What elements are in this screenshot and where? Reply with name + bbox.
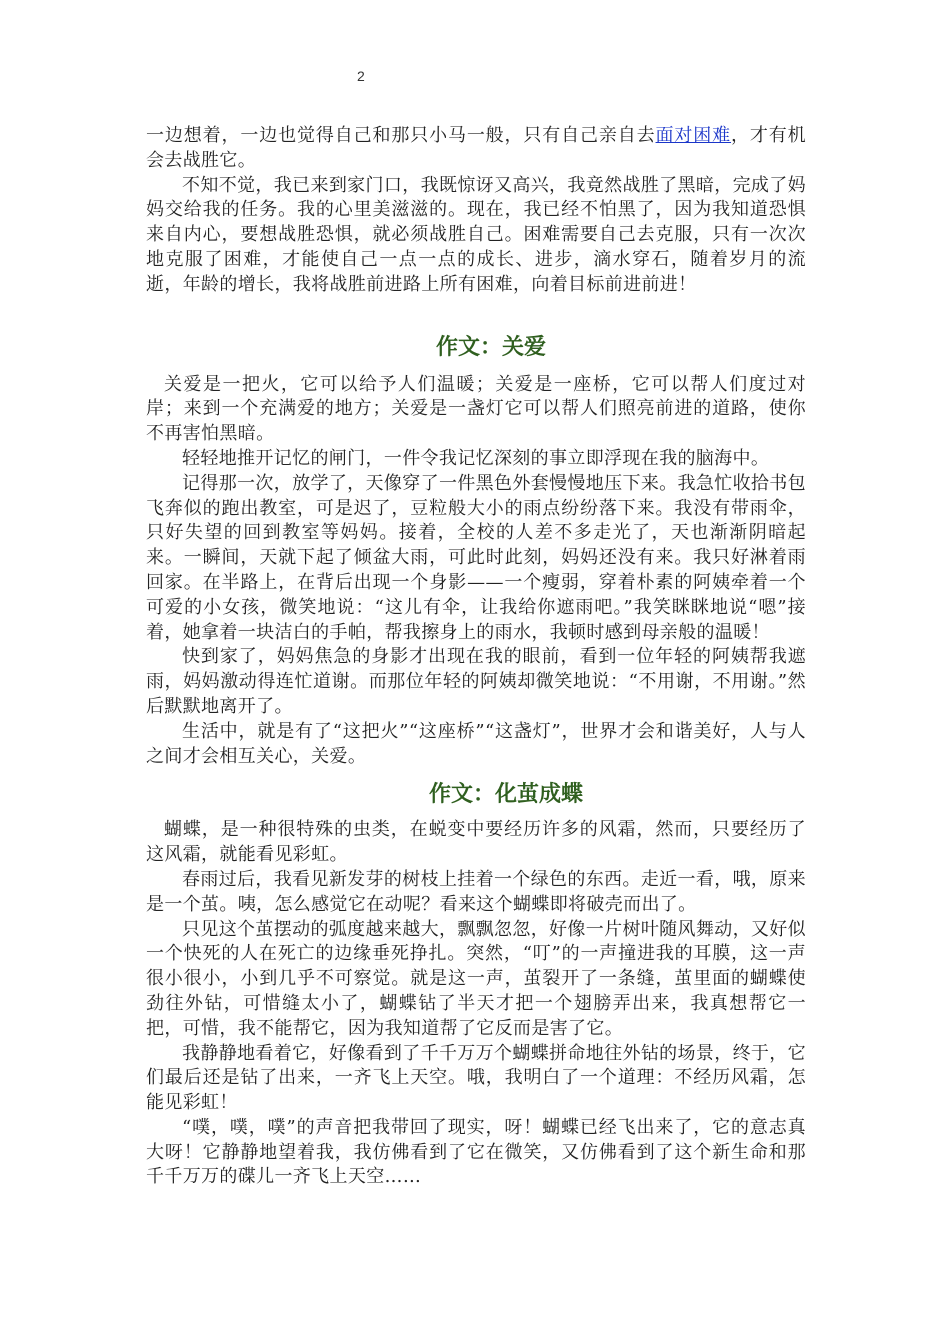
- paragraph-text: ，才有机会去战胜它。: [146, 125, 806, 171]
- paragraph: 记得那一次，放学了，天像穿了一件黑色外套慢慢地压下来。我急忙收拾书包飞奔似的跑出教室，可是迟了，豆粒般大小的雨点纷纷落下来。我没有带雨伞，只好失望的回到教室等妈妈。接着，全校的人差不多走光了，天也渐渐阴暗起来。一瞬间，天就下起了倾盆大雨，可此时此刻，妈妈还没有来。我只好淋着雨回家。在半路上，在背后出现一个身影——一个瘦弱，穿着朴素的阿姨牵着一个可爱的小女孩，微笑地说：“这儿有伞，让我给你遮雨吧。”我笑眯眯地说“嗯”接着，她拿着一块洁白的手帕，帮我擦身上的雨水，我顿时感到母亲般的温暖！: [146, 472, 806, 643]
- paragraph: 不知不觉，我已来到家门口，我既惊讶又高兴，我竟然战胜了黑暗，完成了妈妈交给我的任务。我的心里美滋滋的。现在，我已经不怕黑了，因为我知道恐惧来自内心，要想战胜恐惧，就必须战胜自己。困难需要自己去克服，只有一次次地克服了困难，才能使自己一点一点的成长、进步，滴水穿石，随着岁月的流逝，年龄的增长，我将战胜前进路上所有困难，向着目标前进前进！: [146, 174, 806, 295]
- paragraph: 轻轻地推开记忆的闸门，一件令我记忆深刻的事立即浮现在我的脑海中。: [182, 447, 770, 469]
- paragraph: 春雨过后，我看见新发芽的树枝上挂着一个绿色的东西。走近一看，哦，原来是一个茧。咦，怎么感觉它在动呢？看来这个蝴蝶即将破壳而出了。: [146, 868, 806, 915]
- paragraph-text: 一边想着，一边也觉得自己和那只小马一般，只有自己亲自去: [146, 125, 656, 146]
- essay-title-butterfly: 作文：化茧成蝶: [428, 782, 583, 808]
- page-number: 2: [357, 68, 365, 84]
- paragraph: 只见这个茧摆动的弧度越来越大，飘飘忽忽，好像一片树叶随风舞动，又好似一个快死的人在死亡的边缘垂死挣扎。突然，“叮”的一声撞进我的耳膜，这一声很小很小，小到几乎不可察觉。就是这一声，茧裂开了一条缝，茧里面的蝴蝶使劲往外钻，可惜缝太小了，蝴蝶钻了半天才把一个翅膀弄出来，我真想帮它一把，可惜，我不能帮它，因为我知道帮了它反而是害了它。: [146, 918, 806, 1039]
- paragraph: 蝴蝶，是一种很特殊的虫类，在蜕变中要经历许多的风霜，然而，只要经历了这风霜，就能看见彩虹。: [146, 819, 806, 866]
- paragraph: 快到家了，妈妈焦急的身影才出现在我的眼前，看到一位年轻的阿姨帮我遮雨，妈妈激动得连忙道谢。而那位年轻的阿姨却微笑地说：“不用谢，不用谢。”然后默默地离开了。: [146, 646, 806, 717]
- paragraph: “噗，噗，噗”的声音把我带回了现实，呀！蝴蝶已经飞出来了，它的意志真大呀！它静静地望着我，我仿佛看到了它在微笑，又仿佛看到了这个新生命和那千千万万的碟儿一齐飞上天空……: [146, 1116, 806, 1188]
- paragraph: [146, 124, 806, 174]
- document-body: [146, 124, 806, 1190]
- paragraph: 关爱是一把火，它可以给予人们温暖；关爱是一座桥，它可以帮人们度过对岸；来到一个充满爱的地方；关爱是一盏灯它可以帮人们照亮前进的道路，使你不再害怕黑暗。: [146, 373, 806, 445]
- paragraph: 我静静地看着它，好像看到了千千万万个蝴蝶拼命地往外钻的场景，终于，它们最后还是钻了出来，一齐飞上天空。哦，我明白了一个道理：不经历风霜，怎能见彩虹！: [146, 1042, 806, 1114]
- paragraph: 生活中，就是有了“这把火”“这座桥”“这盏灯”，世界才会和谐美好，人与人之间才会相互关心，关爱。: [146, 720, 806, 767]
- face-difficulty-link[interactable]: 面对困难: [655, 125, 732, 146]
- essay-title-care: 作文：关爱: [435, 334, 546, 360]
